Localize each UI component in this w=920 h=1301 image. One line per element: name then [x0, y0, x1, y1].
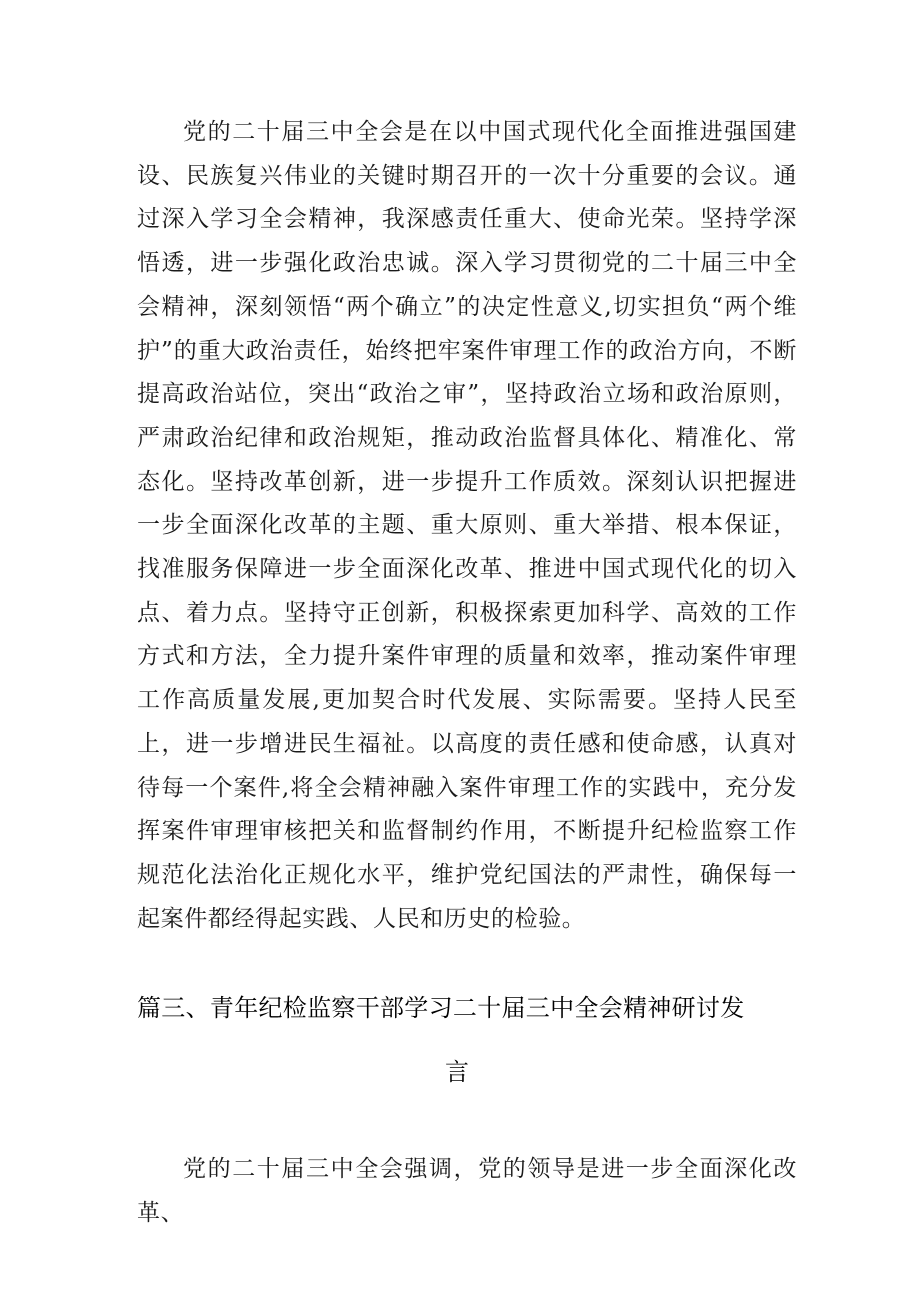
section-heading-line-2: 言 — [445, 1058, 470, 1086]
body-paragraph-1: 党的二十届三中全会是在以中国式现代化全面推进强国建设、民族复兴伟业的关键时期召开的一次十分重要的会议。通过深入学习全会精神，我深感责任重大、使命光荣。坚持学深悟透，进一步强化政治忠诚。深入学习贯彻党的二十届三中全会精神，深刻领悟“两个确立”的决定性意义,切实担负“两个维护”的重大政治责任，始终把牢案件审理工作的政治方向，不断提高政治站位，突出“政治之审”，坚持政治立场和政治原则，严肃政治纪律和政治规矩，推动政治监督具体化、精准化、常态化。坚持改革创新，进一步提升工作质效。深刻认识把握进一步全面深化改革的主题、重大原则、重大举措、根本保证，找准服务保障进一步全面深化改革、推进中国式现代化的切入点、着力点。坚持守正创新，积极探索更加科学、高效的工作方式和方法，全力提升案件审理的质量和效率，推动案件审理工作高质量发展,更加契合时代发展、实际需要。坚持人民至上，进一步增进民生福祉。以高度的责任感和使命感，认真对待每一个案件,将全会精神融入案件审理工作的实践中，充分发挥案件审理审核把关和监督制约作用，不断提升纪检监察工作规范化法治化正规化水平，维护党纪国法的严肃性，确保每一起案件都经得起实践、人民和历史的检验。 — [137, 119, 797, 932]
body-paragraph-2: 党的二十届三中全会强调，党的领导是进一步全面深化改革、 — [137, 1156, 797, 1226]
section-heading-line-1: 篇三、青年纪检监察干部学习二十届三中全会精神研讨发 — [137, 994, 745, 1022]
